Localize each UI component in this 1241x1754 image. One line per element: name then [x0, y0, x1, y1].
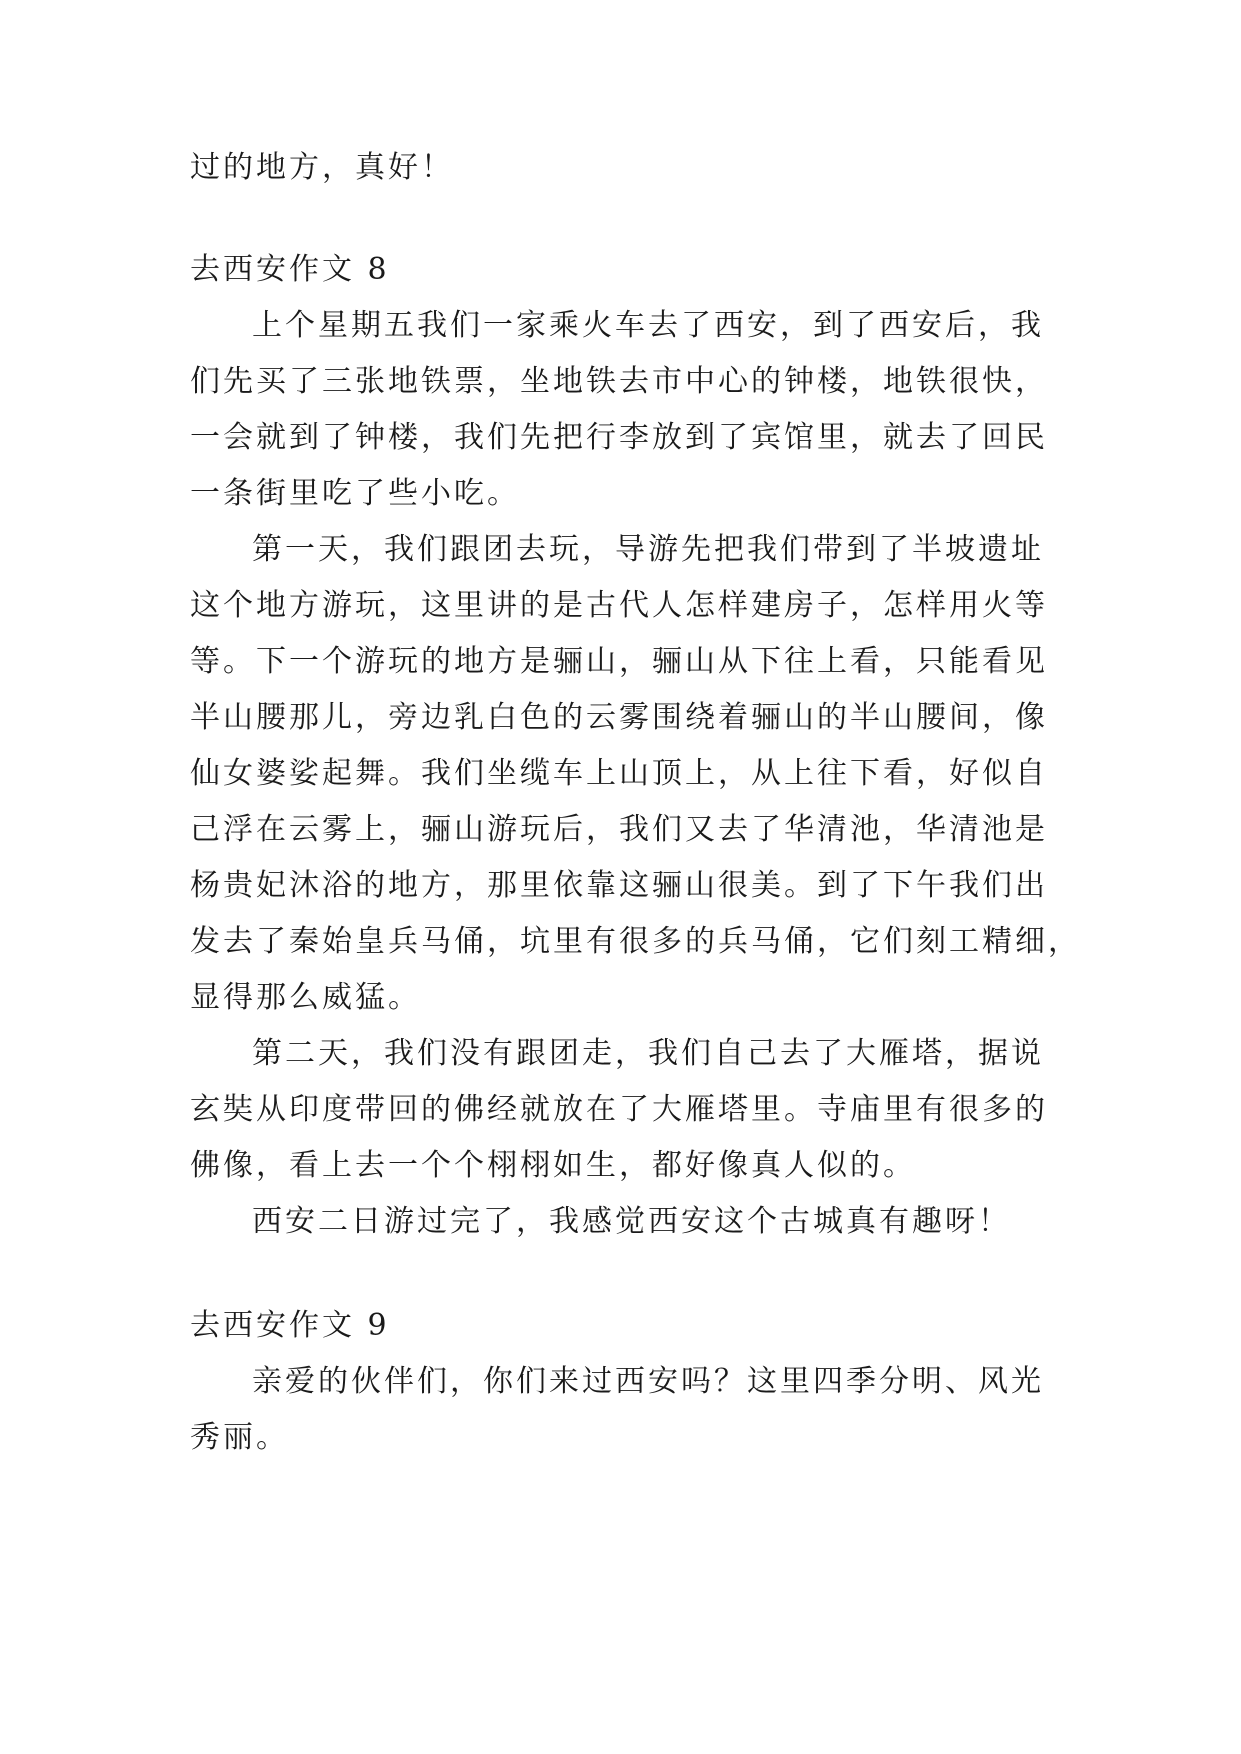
paragraph-line: 己浮在云雾上，骊山游玩后，我们又去了华清池，华清池是 — [190, 812, 1048, 847]
paragraph-line: 亲爱的伙伴们，你们来过西安吗？这里四季分明、风光 — [252, 1364, 1044, 1399]
paragraph-line: 第二天，我们没有跟团走，我们自己去了大雁塔，据说 — [252, 1036, 1044, 1071]
paragraph-line: 第一天，我们跟团去玩，导游先把我们带到了半坡遗址 — [252, 532, 1044, 567]
paragraph-line: 过的地方，真好！ — [190, 150, 454, 185]
paragraph-line: 们先买了三张地铁票，坐地铁去市中心的钟楼，地铁很快， — [190, 364, 1048, 399]
paragraph-line: 一条街里吃了些小吃。 — [190, 476, 520, 511]
paragraph-line: 等。下一个游玩的地方是骊山，骊山从下往上看，只能看见 — [190, 644, 1048, 679]
paragraph-line: 半山腰那儿，旁边乳白色的云雾围绕着骊山的半山腰间，像 — [190, 700, 1048, 735]
paragraph-line: 杨贵妃沐浴的地方，那里依靠这骊山很美。到了下午我们出 — [190, 868, 1048, 903]
paragraph-line: 西安二日游过完了，我感觉西安这个古城真有趣呀！ — [252, 1204, 1011, 1239]
paragraph-line: 显得那么威猛。 — [190, 980, 421, 1015]
paragraph-line: 发去了秦始皇兵马俑，坑里有很多的兵马俑，它们刻工精细， — [190, 924, 1081, 959]
paragraph-line: 上个星期五我们一家乘火车去了西安，到了西安后，我 — [252, 308, 1044, 343]
section-heading: 去西安作文 8 — [190, 252, 390, 287]
paragraph-line: 一会就到了钟楼，我们先把行李放到了宾馆里，就去了回民 — [190, 420, 1048, 455]
paragraph-line: 佛像，看上去一个个栩栩如生，都好像真人似的。 — [190, 1148, 916, 1183]
paragraph-line: 玄奘从印度带回的佛经就放在了大雁塔里。寺庙里有很多的 — [190, 1092, 1048, 1127]
section-heading: 去西安作文 9 — [190, 1308, 390, 1343]
paragraph-line: 秀丽。 — [190, 1420, 289, 1455]
paragraph-line: 这个地方游玩，这里讲的是古代人怎样建房子，怎样用火等 — [190, 588, 1048, 623]
paragraph-line: 仙女婆娑起舞。我们坐缆车上山顶上，从上往下看，好似自 — [190, 756, 1048, 791]
